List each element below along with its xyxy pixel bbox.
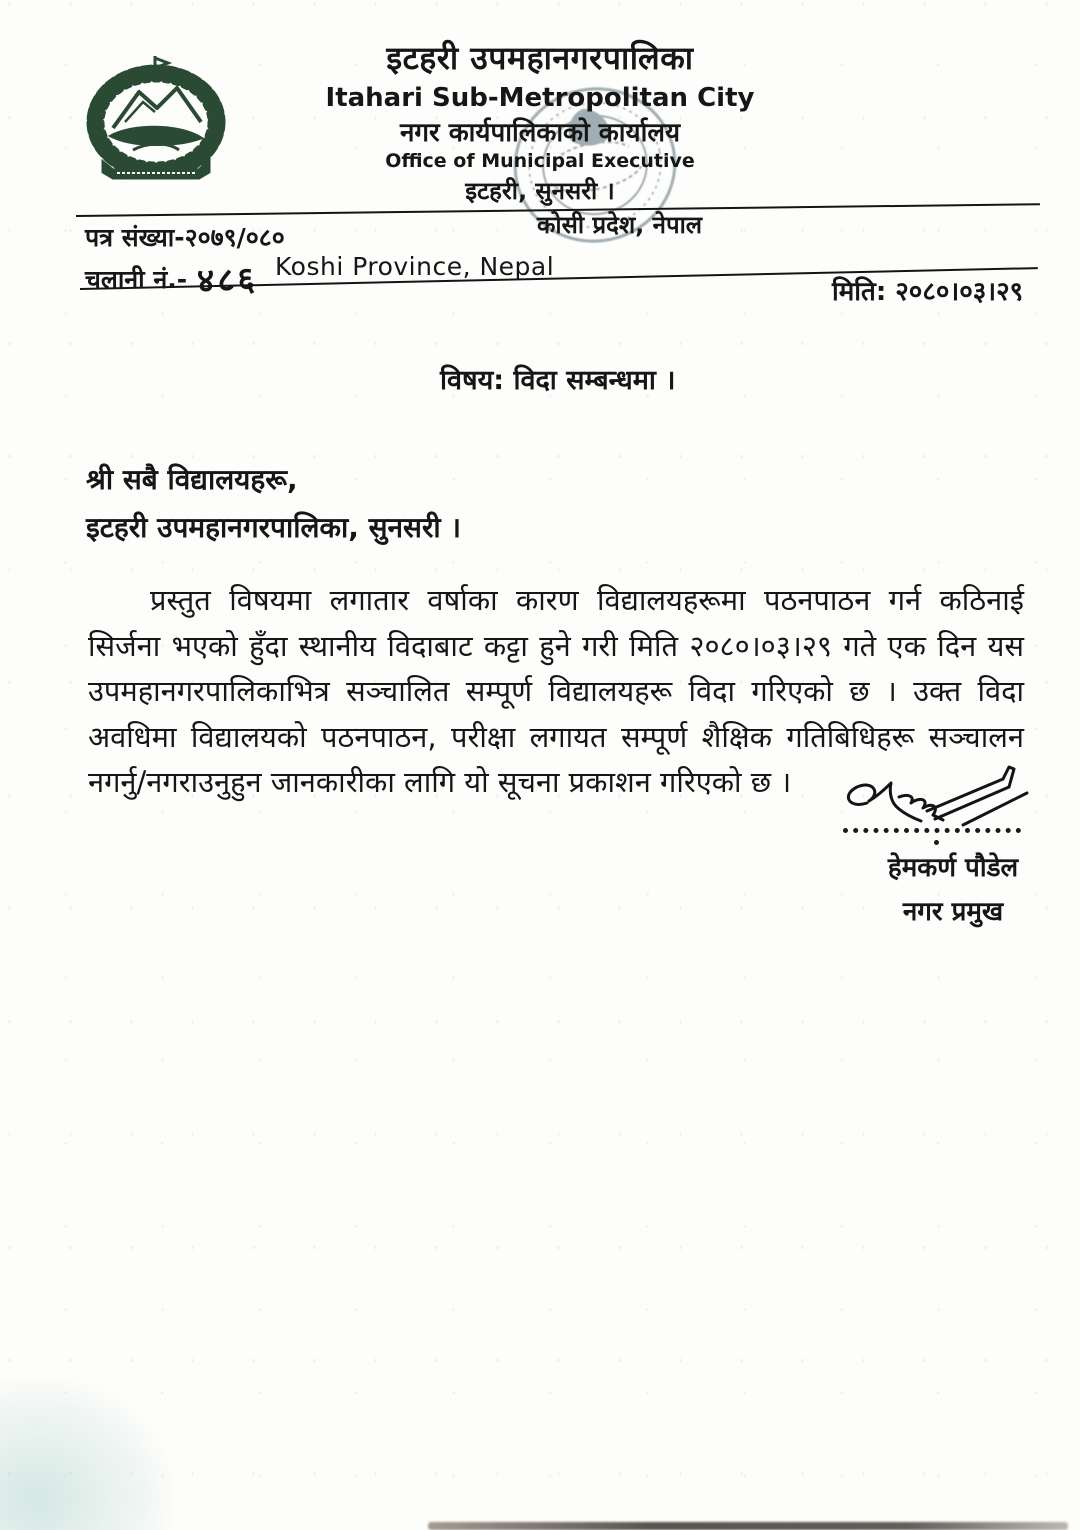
letter-date: मिति: २०८०।०३।२९ [832,277,1024,307]
office-name-english: Office of Municipal Executive [385,150,695,172]
letterhead [0,38,1080,206]
municipality-name-english: Itahari Sub-Metropolitan City [325,83,755,113]
dispatch-number-handwritten: ४८६ [196,258,259,301]
subject-line: विषय: विदा सम्बन्धमा । [440,365,676,396]
scan-smudge [0,1380,170,1530]
province-line-nepali: कोसी प्रदेश, नेपाल [537,211,703,239]
municipality-name-nepali: इटहरी उपमहानगरपालिका [386,39,694,77]
addressee-line-2: इटहरी उपमहानगरपालिका, सुनसरी । [86,511,462,544]
signatory-title: नगर प्रमुख [902,897,1004,927]
signature-dotted-line [843,822,1021,833]
body-paragraph: प्रस्तुत विषयमा लगातार वर्षाका कारण विद्यालयहरूमा पठनपाठन गर्न कठिनाई सिर्जना भएको हुँदा स्थानीय विदाबाट कट्टा हुने गरी मिति २०८०।०३।२९ गते एक दिन यस उपमहानगरपालिकाभित्र सञ्चालित सम्पूर्ण विद्यालयहरू विदा गरिएको छ । उक्त विदा अवधिमा विद्यालयको पठनपाठन, परीक्षा लगायत सम्पूर्ण शैक्षिक गतिबिधिहरू सञ्चालन नगर्नु/नगराउनुहुन जानकारीका लागि यो सूचना प्रकाशन गरिएको छ । [88,583,1024,799]
dispatch-number-line [85,253,259,301]
office-name-nepali: नगर कार्यपालिकाको कार्यालय [399,117,681,148]
letter-number: पत्र संख्या-२०७९/०८० [85,223,285,252]
addressee-line-1: श्री सबै विद्यालयहरू, [86,463,298,496]
place-line-nepali: इटहरी, सुनसरी । [465,176,615,205]
signatory-name: हेमकर्ण पौडेल [887,853,1019,883]
province-line-english: Koshi Province, Nepal [275,252,555,281]
dispatch-number-label: चलानी नं.- [85,265,188,294]
addressee-block [86,456,461,552]
ink-dot [934,840,939,845]
scan-edge-bar [428,1522,1068,1530]
